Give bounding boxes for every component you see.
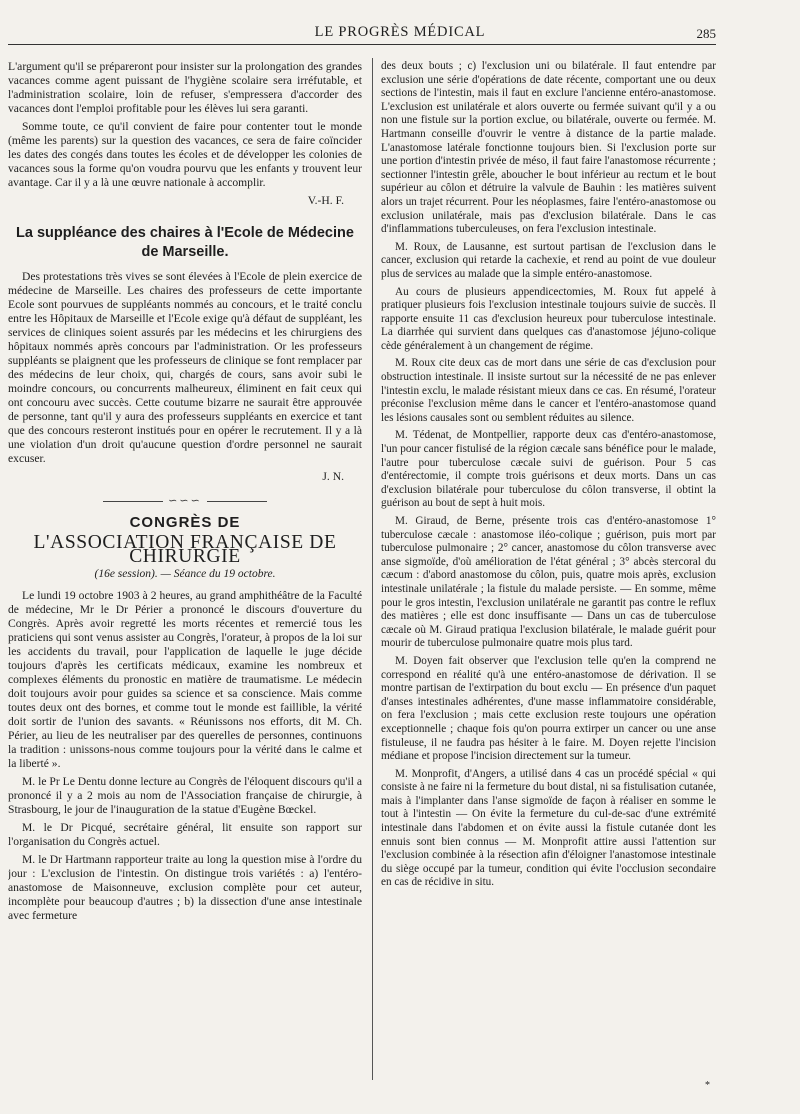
paragraph: M. Tédenat, de Montpellier, rapporte deux cas d'entéro-anastomose, l'un pour cancer fistulisé de la région cæcale sans bénéfice pour le malade, l'autre pour tuberculose cæcale suivi de guérison. Pour 5 cas d'entérectomie, il compte trois guérisons et deux morts. Dans un cas d'exclusion bilatérale pour tuberculose du côlon transverse, il obtint la guérison au bout de sept à huit mois. (381, 429, 716, 510)
signature: J. N. (322, 470, 344, 483)
paragraph: Le lundi 19 octobre 1903 à 2 heures, au grand amphithéâtre de la Faculté de médecine, Mr le Dr Périer a prononcé le discours d'ouverture du Congrès. Après avoir regretté les morts récentes et remercié tous les praticiens qui sont venus assister au Congrès, l'orateur, à propos de la loi sur les accidents du travail, pour l'application de laquelle le juge décide toujours d'après les certificats médicaux, examine les nombreux et complexes éléments du pronostic en matière de traumatisme. Le médecin doit toujours avoir pour guides sa science et sa conscience. Mais comme toutes deux ont des bornes, et comme tout le monde est faillible, la vérité doit sortir de l'union des savants. « Réunissons nos efforts, dit M. Ch. Périer, au lieu de les neutraliser par des querelles de personnes, continuons la tradition : unissons-nous comme toujours pour la vérité dans le calme et la liberté ». (8, 589, 362, 770)
left-column (8, 60, 362, 1090)
paragraph: M. Doyen fait observer que l'exclusion telle qu'en la comprend ne correspond en réalité qu'à une entéro-anastomose de dérivation. Il se montre partisan de l'extirpation du bout exclu — En présence d'un paquet d'anses intestinales adhérentes, d'une masse inflammatoire considérable, on fera l'exclusion ; mais cette exclusion reste toujours une opération exceptionnelle ; chaque fois qu'on pourra extirper un cancer ou une anse fistuleuse, il ne faudra pas hésiter à le faire. M. Doyen rejette l'incision médiane et propose l'incision directement sur la tumeur. (381, 654, 716, 763)
association-title: L'ASSOCIATION FRANÇAISE DE CHIRURGIE (33, 532, 337, 567)
paragraph: M. le Dr Hartmann rapporteur traite au long la question mise à l'ordre du jour : L'exclusion de l'intestin. On distingue trois variétés : a) l'entéro-anastomose de Maisonneuve, exclusion complète pour cet auteur, incomplète pour beaucoup d'autres ; b) la dissection d'une anse intestinale avec fermeture (8, 853, 362, 922)
paragraph: M. Monprofit, d'Angers, a utilisé dans 4 cas un procédé spécial « qui consiste à ne faire ni la fermeture du bout distal, ni sa fistulisation cutanée, mais à l'implanter dans l'anse sigmoïde de façon à réaliser en somme le tout à l'intestin — On évite la fermeture du cul-de-sac d'une extrémité intestinale dans l'abdomen et on évite aussi la fistule cutanée dont les ennuis sont bien connus — M. Monprofit attire aussi l'attention sur l'exclusion combinée à la résection afin d'éloigner l'anastomose intestinale du siège occupé par la tumeur, condition qui évite l'occlusion secondaire en cas de récidive in situ. (381, 767, 716, 889)
paragraph: L'argument qu'il se prépareront pour insister sur la prolongation des grandes vacances comme agent puissant de l'hygiène scolaire sera irréfutable, et l'administration scolaire, loin de refuser, s'empressera d'accorder des vacances dont l'emploi profitable pour les élèves lui sera garanti. (8, 60, 362, 115)
page-number: 285 (696, 26, 716, 41)
paragraph: Au cours de plusieurs appendicectomies, M. Roux fut appelé à pratiquer plusieurs fois l'exclusion intestinale toujours suivie de succès. Il rapporte ensuite 11 cas d'exclusion heureux pour tuberculose intestinale. La diarrhée qui survient dans quelques cas d'anastomose jéjuno-colique cède généralement à un changement de régime. (381, 285, 716, 352)
running-title: LE PROGRÈS MÉDICAL (314, 24, 486, 40)
signature: V.-H. F. (307, 194, 344, 207)
paragraph: M. Giraud, de Berne, présente trois cas d'entéro-anastomose 1° tuberculose cæcale : anastomose iléo-colique ; guérison, puis mort par tuberculose pulmonaire ; 2° cancer, anastomose du côlon transverse avec anse sigmoïde, d'où amélioration de l'état général ; 3° abcès stercoral du cæcum : d'abord anastomose du côlon, puis, quatre mois après, exclusion intestinale unilatérale ; la fistule du malade persiste. — En somme, même pour le gros intestin, l'exclusion unilatérale ne garantit pas contre le reflux des matières ; elle est donc insuffisante — Dans un cas de tuberculose cæcale où M. Giraud pratiqua l'exclusion bilatérale, le malade guérit pour mourir de tuberculose pulmonaire quatre mois plus tard. (381, 515, 716, 650)
right-column (381, 60, 716, 1090)
column-divider (372, 58, 373, 1080)
paragraph: des deux bouts ; c) l'exclusion uni ou bilatérale. Il faut entendre par exclusion une série d'opérations de date récente, comportant une ou deux sections de l'intestin, mais il faut en exclure l'ancienne entéro-anastomose. L'exclusion est unilatérale et alors ouverte ou fermée suivant qu'il y a ou non une fistule sur la portion exclue, ou bilatérale, ouverte ou fermée. M. Hartmann conseille d'ouvrir le ventre à distance de la partie malade. L'anastomose latérale fonctionne toujours bien. Si l'exclusion porte sur une portion d'intestin privée de méso, il faut faire l'anastomose récurrente ; sectionner l'intestin grêle, aboucher le bout inférieur au rectum et le bout supérieur au côlon et détruire la valvule de Bauhin : les matières suivent alors un trajet récurrent. Pour les néoplasmes, faire l'entéro-anastomose ou exclusion unilatérale, mais pas d'exclusion bilatérale. Dans le cas d'inflammations tuberculeuses, on fera l'exclusion intestinale. (381, 60, 716, 236)
paragraph: M. le Dr Picqué, secrétaire général, lit ensuite son rapport sur l'organisation du Congrès actuel. (8, 821, 362, 848)
footer-mark: * (705, 1080, 710, 1091)
paragraph: M. Roux cite deux cas de mort dans une série de cas d'exclusion pour obstruction intestinale. Il insiste surtout sur la nécessité de ne pas enlever l'intestin exclu, le malade résistant mieux dans ce cas. En résumé, l'orateur préconise l'exclusion même dans le cancer et l'entéro-anastomose quand les lésions causales sont ou semblent réduites au silence. (381, 357, 716, 424)
paragraph: Des protestations très vives se sont élevées à l'Ecole de plein exercice de médecine de Marseille. Les chaires des professeurs de cette importante Ecole sont pourvues de suppléants nommés au concours, et le traité conclu entre les Hôpitaux de Marseille et l'Ecole exige qu'à défaut de suppléant, les services de cliniques soient assurés par les médecins et les chirurgiens des hôpitaux nommés après concours par l'administration. Or les professeurs suppléants se plaignent que les professeurs de clinique se font remplacer par des médecins de leur choix, qui, chargés de cours, sans avoir subi le moindre concours, ou concurrents malheureux, éliminent en fait ceux qui ont concouru avec succès. Cette coutume bizarre ne saurait être approuvée de personne, tant qu'il y aura des professeurs suppléants en exercice et tant que des concours resteront institués pour en opérer le recrutement. Il y a là une violation d'un droit qu'aucune question d'ordre personnel ne saurait excuser. (8, 270, 362, 465)
congress-title: CONGRÈS DE (129, 514, 241, 531)
paragraph: Somme toute, ce qu'il convient de faire pour contenter tout le monde (même les parents) sur la question des vacances, ce sera de faire coïncider les dates des congés dans toutes les écoles et de développer les colonies de vacances sous la forme qu'on voudra pourvu que les enfants y trouvent leur avantage. Car il y a là une œuvre nationale à accomplir. (8, 120, 362, 189)
paragraph: M. le Pr Le Dentu donne lecture au Congrès de l'éloquent discours qu'il a prononcé il y a 2 mois au nom de l'Association française de chirurgie, à Strasbourg, le jour de l'inauguration de la statue d'Eugène Bœckel. (8, 775, 362, 816)
session-line: (16e session). — Séance du 19 octobre. (94, 568, 276, 580)
section-heading: La suppléance des chaires à l'Ecole de Médecine de Marseille. (16, 225, 354, 260)
ornamental-divider: ∽∽∽ (8, 494, 362, 508)
paragraph: M. Roux, de Lausanne, est surtout partisan de l'exclusion dans le cancer, exclusion qui retarde la cachexie, et rend au point de vue douleur plus de services au malade que la simple entéro-anastomose. (381, 240, 716, 280)
page-header (0, 0, 800, 52)
header-rule (8, 44, 716, 45)
